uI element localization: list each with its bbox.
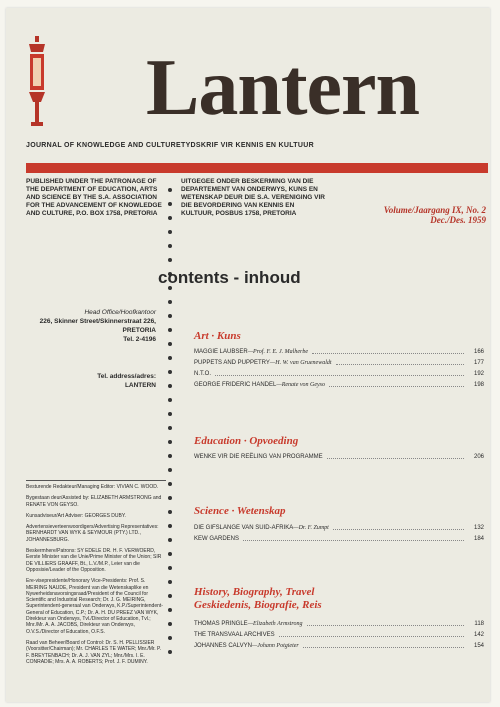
section-heading-science: Science · Wetenskap — [194, 505, 286, 517]
toc-row[interactable]: KEW GARDENS 184 — [194, 535, 484, 542]
office-tel: Tel. 2-4196 — [123, 336, 156, 343]
office-city: PRETORIA — [122, 327, 156, 334]
staff-line: Raad van Beheer/Board of Control: Dr. S. H. PELLISSIER (Voorsitter/Chairman); Mr. CHARLES TE WATER; Mnr./Mr. P. F. BREYTENBACH; Dr. A. J. VAN ZYL; Mnr./Mrs. I. E. CONRADIE; Mrs. A. A. ROBERTS; Prof. J. F. DUMINY. — [26, 639, 162, 665]
office-label: Head Office/Hoofkantoor — [84, 309, 156, 316]
toc-education — [194, 451, 484, 462]
red-divider-bar — [26, 163, 488, 173]
issue-date: Dec./Des. 1959 — [430, 215, 486, 225]
publisher-afrikaans: UITGEGEE ONDER BESKERMING VAN DIE DEPARTEMENT VAN ONDERWYS, KUNS EN WETENSKAP DEUR DIE S.A. VERENIGING VIR DIE BEVORDERING VAN KENNIS EN KULTUUR, POSBUS 1758, PRETORIA — [181, 178, 325, 217]
contents-heading: contents - inhoud — [158, 268, 301, 287]
section-heading-history-en: History, Biography, Travel — [194, 586, 315, 598]
subtitle-english: JOURNAL OF KNOWLEDGE AND CULTURE — [26, 142, 181, 149]
staff-line: Besturende Redakteur/Managing Editor: VIVIAN C. WOOD. — [26, 484, 159, 490]
magazine-page — [6, 8, 490, 702]
toc-row[interactable]: N.T.O. 192 — [194, 370, 484, 377]
toc-row[interactable]: THE TRANSVAAL ARCHIVES 142 — [194, 631, 484, 638]
dot-column — [168, 188, 172, 664]
section-heading-history — [194, 586, 322, 612]
tel-address: LANTERN — [124, 382, 156, 389]
office-block — [26, 308, 156, 390]
staff-line: Ere-visepresidente/Honorary Vice-Presidents: Prof. S. MEIRING NAUDE, President van die Wetenskaplike en Nywerheidsnavorsingsraad/President of the Council for Scientific and Industrial Research; Dr. J. G. MEIRING, Superintendent-generaal van Onderwys, K.P./Superintendent-General of Education, C.P.; Dr. A. H. DU PREEZ VAN WYK, Direkteur van Onderwys, Tvl./Director of Education, Tvl.; Mnr./Mr. A. A. JACOBS, Direkteur van Onderwys, O.V.S./Director of Education, O.F.S. — [26, 578, 163, 635]
issue-info — [346, 205, 486, 225]
subtitle-afrikaans: TYDSKRIF VIR KENNIS EN KULTUUR — [181, 142, 314, 149]
staff-line: Advertensieverteenwoordigers/Advertising Representatives: BERNHARDT VAN WYK & SEYMOUR (PTY.) LTD., JOHANNESBURG. — [26, 524, 159, 543]
tel-address-label: Tel. address/adres: — [97, 373, 156, 380]
section-heading-history-af: Geskiedenis, Biografie, Reis — [194, 599, 322, 611]
toc-row[interactable]: WENKE VIR DIE REËLING VAN PROGRAMME 206 — [194, 453, 484, 460]
staff-line: Beskermhere/Patrons: SY EDELE DR. H. F. VERWOERD, Eerste Minister van die Unie/Prime Minister of the Union; SIR DE VILLIERS GRAAFF, Bt., L.V./M.P., Leier van die Opposisie/Leader of the Opposition. — [26, 548, 162, 573]
toc-art — [194, 346, 484, 390]
toc-row[interactable]: THOMAS PRINGLE—Elizabeth Armstrong 118 — [194, 620, 484, 627]
staff-credits — [26, 478, 166, 670]
staff-line: Bygestaan deur/Assisted by: ELIZABETH ARMSTRONG and RENATE VON GEYSO. — [26, 495, 162, 508]
lantern-icon — [26, 36, 48, 126]
toc-row[interactable]: PUPPETS AND PUPPETRY—H. W. van Gruenewaldt 177 — [194, 359, 484, 366]
staff-line: Kunsadviseur/Art Adviser: GEORGES DUBY. — [26, 512, 126, 519]
toc-row[interactable]: MAGGIE LAUBSER—Prof. F. E. J. Malherbe 166 — [194, 348, 484, 355]
magazine-title: Lantern — [146, 44, 419, 132]
section-heading-art: Art · Kuns — [194, 330, 241, 342]
section-heading-education: Education · Opvoeding — [194, 435, 299, 447]
publisher-english: PUBLISHED UNDER THE PATRONAGE OF THE DEPARTMENT OF EDUCATION, ARTS AND SCIENCE BY THE S.A. ASSOCIATION FOR THE ADVANCEMENT OF KNOWLEDGE AND CULTURE, P.O. BOX 1758, PRETORIA — [26, 178, 162, 217]
toc-row[interactable]: DIE GIFSLANGE VAN SUID-AFRIKA—Dr. F. Zumpt 132 — [194, 524, 484, 531]
toc-row[interactable]: GEORGE FRIDERIC HANDEL—Renate von Geyso 198 — [194, 381, 484, 388]
office-address: 226, Skinner Street/Skinnerstraat 226, — [39, 318, 156, 325]
toc-row[interactable]: JOHANNES CALVYN—Johann Potgieter 154 — [194, 642, 484, 649]
toc-science — [194, 522, 484, 544]
toc-history — [194, 618, 484, 651]
issue-volume: Volume/Jaargang IX, No. 2 — [383, 205, 486, 215]
